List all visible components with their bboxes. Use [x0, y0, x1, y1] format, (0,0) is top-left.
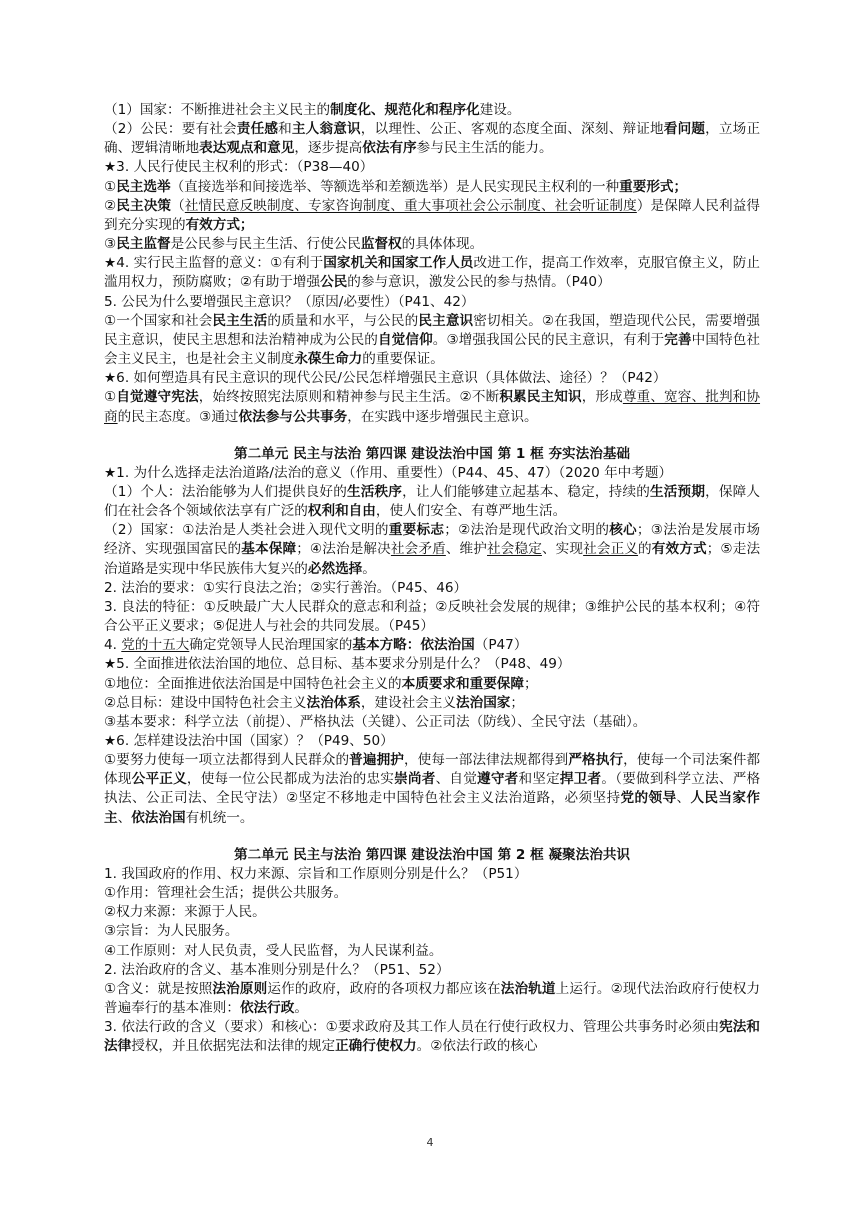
text-run: 改进工作，提高工作效率，克服官僚主义，防止滥用权力，预防腐败；②有助于增强 [104, 255, 761, 291]
underlined-text: 社会矛盾 [390, 541, 446, 558]
text-run: 、维护 [445, 541, 488, 558]
section-spacer [104, 828, 760, 846]
bold-text: 核心 [609, 522, 637, 539]
paragraph [104, 675, 760, 694]
text-run: ★4. 实行民主监督的意义：①有利于 [104, 255, 324, 272]
section-title: 第二单元 民主与法治 第四课 建设法治中国 第 2 框 凝聚法治共识 [233, 846, 631, 863]
bold-text: 严格执行 [568, 752, 624, 769]
text-run: 确定党领导人民治理国家的 [189, 637, 353, 654]
bold-text: 民主决策 [116, 197, 172, 214]
text-run: ；⑤走法治道路是实现中华民族伟大复兴的 [104, 541, 761, 577]
text-run: 2. 法治政府的含义、基本准则分别是什么？（P51、52） [104, 961, 450, 978]
bold-text: 监督权 [360, 236, 402, 253]
paragraph [104, 120, 760, 158]
bold-text: 人民当家作主 [104, 790, 761, 826]
paragraph [104, 732, 760, 751]
text-run: ②权力来源：来源于人民。 [104, 904, 266, 921]
text-run: 4. [104, 637, 122, 654]
bold-text: 依法治国 [131, 809, 186, 826]
text-run: 、 [676, 790, 691, 807]
bold-text: 权利和自由 [307, 503, 376, 520]
text-run: 中国特色社会主义民主，也是社会主义制度 [104, 331, 761, 368]
underlined-text: 社会稳定 [487, 541, 542, 558]
section-spacer [104, 427, 760, 445]
underlined-text: 尊重、宽容、批判和协商 [104, 389, 761, 425]
bold-text: 民主生活 [212, 312, 268, 329]
text-run: ①含义：就是按照 [104, 980, 213, 997]
text-run: （ [171, 197, 185, 214]
paragraph [104, 903, 760, 922]
bold-text: 党的领导 [620, 790, 677, 807]
bold-text: 永葆生命力 [294, 351, 363, 368]
text-run: 2. 法治的要求：①实行良法之治；②实行善治。（P45、46） [104, 579, 468, 596]
bold-text: 公平正义 [131, 771, 187, 788]
bold-text: 基本方略：依法治国 [352, 637, 475, 654]
paragraph [104, 961, 760, 980]
bold-text: 普遍拥护 [349, 752, 404, 769]
text-run: （P47） [474, 637, 528, 654]
bold-text: 有效方式； [185, 216, 254, 233]
text-run: ①要努力使每一项立法都得到人民群众的 [104, 752, 350, 769]
text-run: 3. 依法行政的含义（要求）和核心：①要求政府及其工作人员在行使行政权力、管理公共事务时必须由 [104, 1019, 720, 1036]
text-run: 。 [362, 560, 376, 577]
text-run: （1）国家：不断推进社会主义民主的 [104, 102, 331, 118]
bold-text: 有效方式 [651, 541, 707, 558]
paragraph [104, 1018, 760, 1056]
text-run: 。③增强我国公民的民主意识，有利于 [432, 331, 665, 348]
text-run: 和坚定 [518, 771, 560, 788]
text-run: ③宗旨：为人民服务。 [104, 923, 239, 940]
text-run: （2）国家：①法治是人类社会进入现代文明的 [104, 522, 389, 539]
text-run: ② [104, 197, 117, 214]
bold-text: 积累民主知识 [499, 389, 582, 406]
text-run: ，以理性、公正、客观的态度全面、深刻、辩证地 [360, 121, 664, 138]
paragraph [104, 636, 760, 655]
paragraph [104, 369, 760, 388]
text-run: 、实现 [541, 541, 584, 558]
paragraph [104, 980, 760, 1018]
text-run: ★6. 如何塑造具有民主意识的现代公民/公民怎样增强民主意识（具体做法、途径）？（P42） [104, 370, 667, 387]
text-run: ★1. 为什么选择走法治道路/法治的意义（作用、重要性）（P44、45、47）（2020 年中考题） [104, 464, 673, 481]
bold-text: 法治原则 [212, 980, 268, 997]
bold-text: 法治体系 [306, 694, 361, 711]
paragraph [104, 579, 760, 598]
paragraph [104, 483, 760, 521]
text-run: ）是保障人民利益得到充分实现的 [104, 197, 761, 233]
text-run: 的参与意识，激发公民的参与热情。（P40） [347, 274, 611, 291]
paragraph [104, 521, 760, 578]
paragraph [104, 101, 760, 120]
text-run: ① [104, 389, 117, 406]
bold-text: 制度化、规范化和程序化 [330, 102, 480, 118]
text-run: 密切相关。②在我国，塑造现代公民，需要增强民主意识，使民主思想和法治精神成为公民的 [104, 312, 761, 348]
text-run: ，逐步提高 [294, 140, 363, 157]
text-run: ，建设社会主义 [360, 694, 457, 711]
bold-text: 法治国家 [456, 694, 511, 711]
text-run: 、 [117, 809, 132, 826]
text-run: ，在实践中逐步增强民主意识。 [347, 408, 538, 425]
section-rule-of-law-consensus [104, 846, 760, 1057]
bold-text: 重要标志 [388, 522, 445, 539]
text-run: （2）公民：要有社会 [104, 121, 237, 138]
paragraph [104, 751, 760, 828]
bold-text: 自觉遵守宪法 [116, 389, 199, 406]
bold-text: 依法有序 [362, 140, 417, 157]
paragraph [104, 158, 760, 177]
bold-text: 生活预期 [650, 483, 706, 500]
text-run: ① [104, 178, 117, 195]
text-run: ③ [104, 236, 117, 253]
text-run: ①地位：全面推进依法治国是中国特色社会主义的 [104, 675, 402, 692]
text-run: ； [510, 694, 524, 711]
section-title: 第二单元 民主与法治 第四课 建设法治中国 第 1 框 夯实法治基础 [233, 445, 631, 462]
text-run: 是公民参与民主生活、行使公民 [170, 236, 361, 253]
text-run: ，立场正确、逻辑清晰地 [104, 121, 761, 157]
underlined-text: 党的十五大 [121, 637, 190, 654]
text-run: 参与民主生活的能力。 [416, 140, 553, 157]
bold-text: 自觉信仰 [377, 331, 433, 348]
bold-text: 主人翁意识 [291, 121, 361, 138]
bold-text: 捍卫者 [559, 771, 602, 788]
bold-text: 国家机关和国家工作人员 [323, 255, 474, 272]
text-run: ★6. 怎样建设法治中国（国家）？（P49、50） [104, 733, 394, 749]
text-run: ，使每一个司法案件都体现 [104, 752, 761, 788]
text-run: 5. 公民为什么要增强民主意识？（原因/必要性）（P41、42） [104, 293, 475, 310]
bold-text: 民主选举 [116, 178, 171, 195]
bold-text: 表达观点和意见 [199, 140, 295, 157]
text-run: ；③法治是发展市场经济、实现强国富民的 [104, 522, 761, 558]
text-run: 的 [638, 541, 652, 558]
text-run: ①作用：管理社会生活；提供公共服务。 [104, 885, 348, 902]
text-run: ，使人们安全、有尊严地生活。 [375, 503, 567, 520]
bold-text: 民主意识 [418, 312, 474, 329]
bold-text: 依法行政 [239, 1000, 295, 1017]
paragraph [104, 655, 760, 674]
text-run: （直接选举和间接选举、等额选举和差额选举）是人民实现民主权利的一种 [170, 178, 620, 195]
paragraph [104, 464, 760, 483]
text-run: 的重要保证。 [362, 351, 444, 368]
bold-text: 法治轨道 [500, 980, 556, 997]
text-run: 有机统一。 [185, 809, 254, 826]
underlined-text: 社情民意反映制度、专家咨询制度、重大事项社会公示制度、社会听证制度 [184, 197, 637, 214]
text-run: 3. 良法的特征：①反映最广大人民群众的意志和利益；②反映社会发展的规律；③维护公民的基本权利；④符合公平正义要求；⑤促进人与社会的共同发展。（P45） [104, 598, 760, 635]
paragraph [104, 865, 760, 884]
text-run: ，形成 [581, 389, 623, 406]
text-run: ，使每一位公民都成为法治的忠实 [186, 771, 395, 788]
bold-text: 民主监督 [116, 236, 171, 253]
text-run: 。（要做到科学立法、严格执法、公正司法、全民守法）②坚定不移地走中国特色社会主义法治道路，必须坚持 [104, 771, 761, 807]
text-run: 。 [294, 1000, 308, 1017]
paragraph [104, 388, 760, 426]
text-run: 运作的政府，政府的各项权力都应该在 [267, 980, 501, 997]
bold-text: 生活秩序 [346, 483, 403, 500]
text-run: ★3. 人民行使民主权利的形式：（P38—40） [104, 159, 374, 176]
paragraph [104, 598, 760, 636]
text-run: 1. 我国政府的作用、权力来源、宗旨和工作原则分别是什么？（P51） [104, 865, 528, 882]
paragraph [104, 922, 760, 941]
text-run: ③基本要求：科学立法（前提）、严格执法（关键）、公正司法（防线）、全民守法（基础）。 [104, 713, 647, 730]
bold-text: 公民 [320, 274, 348, 291]
bold-text: 必然选择 [307, 560, 363, 577]
text-run: 上运行。②现代法治政府行使权力普遍奉行的基本准则： [104, 980, 761, 1017]
paragraph [104, 884, 760, 903]
underlined-text: 社会正义 [583, 541, 639, 558]
text-run: 。②依法行政的核心 [416, 1038, 538, 1055]
text-run: ，使每一部法律法规都得到 [403, 752, 569, 769]
bold-text: 重要形式； [619, 178, 688, 195]
page-content [104, 101, 760, 1057]
paragraph [104, 942, 760, 961]
text-run: ④工作原则：对人民负责，受人民监督，为人民谋利益。 [104, 942, 443, 959]
text-run: 的民主态度。③通过 [117, 408, 239, 425]
bold-text: 宪法和法律 [104, 1019, 761, 1055]
paragraph [104, 713, 760, 732]
text-run: ；④法治是解决 [296, 541, 391, 558]
text-run: ★5. 全面推进依法治国的地位、总目标、基本要求分别是什么？（P48、49） [104, 656, 571, 673]
text-run: ，保障人们在社会各个领域依法享有广泛的 [104, 483, 761, 520]
section-democracy [104, 101, 760, 427]
paragraph [104, 312, 760, 369]
text-run: 的具体体现。 [401, 236, 484, 253]
paragraph [104, 293, 760, 312]
text-run: ②总目标：建设中国特色社会主义 [104, 694, 307, 711]
bold-text: 看问题 [663, 121, 706, 138]
text-run: 的质量和水平，与公民的 [267, 312, 419, 329]
text-run: 和 [278, 121, 292, 138]
text-run: 、自觉 [435, 771, 478, 788]
section-rule-of-law-foundation [104, 445, 760, 828]
bold-text: 遵守者 [477, 771, 519, 788]
text-run: 建设。 [479, 102, 521, 118]
paragraph [104, 235, 760, 254]
bold-text: 责任感 [236, 121, 279, 138]
bold-text: 崇尚者 [394, 771, 436, 788]
text-run: ①一个国家和社会 [104, 312, 213, 329]
bold-text: 基本保障 [241, 541, 297, 558]
paragraph [104, 197, 760, 235]
paragraph [104, 254, 760, 292]
paragraph [104, 694, 760, 713]
page-number: 4 [426, 1136, 434, 1149]
text-run: （1）个人：法治能够为人们提供良好的 [104, 483, 347, 500]
text-run: ；②法治是现代政治文明的 [444, 522, 610, 539]
text-run: 授权，并且依据宪法和法律的规定 [131, 1038, 336, 1055]
bold-text: 正确行使权力 [335, 1038, 417, 1055]
bold-text: 本质要求和重要保障 [401, 675, 524, 692]
text-run: ，始终按照宪法原则和精神参与民主生活。②不断 [198, 389, 500, 406]
text-run: ； [524, 675, 538, 692]
text-run: ，让人们能够建立起基本、稳定，持续的 [402, 483, 650, 500]
bold-text: 完善 [664, 331, 692, 348]
bold-text: 依法参与公共事务 [238, 408, 348, 425]
paragraph [104, 178, 760, 197]
